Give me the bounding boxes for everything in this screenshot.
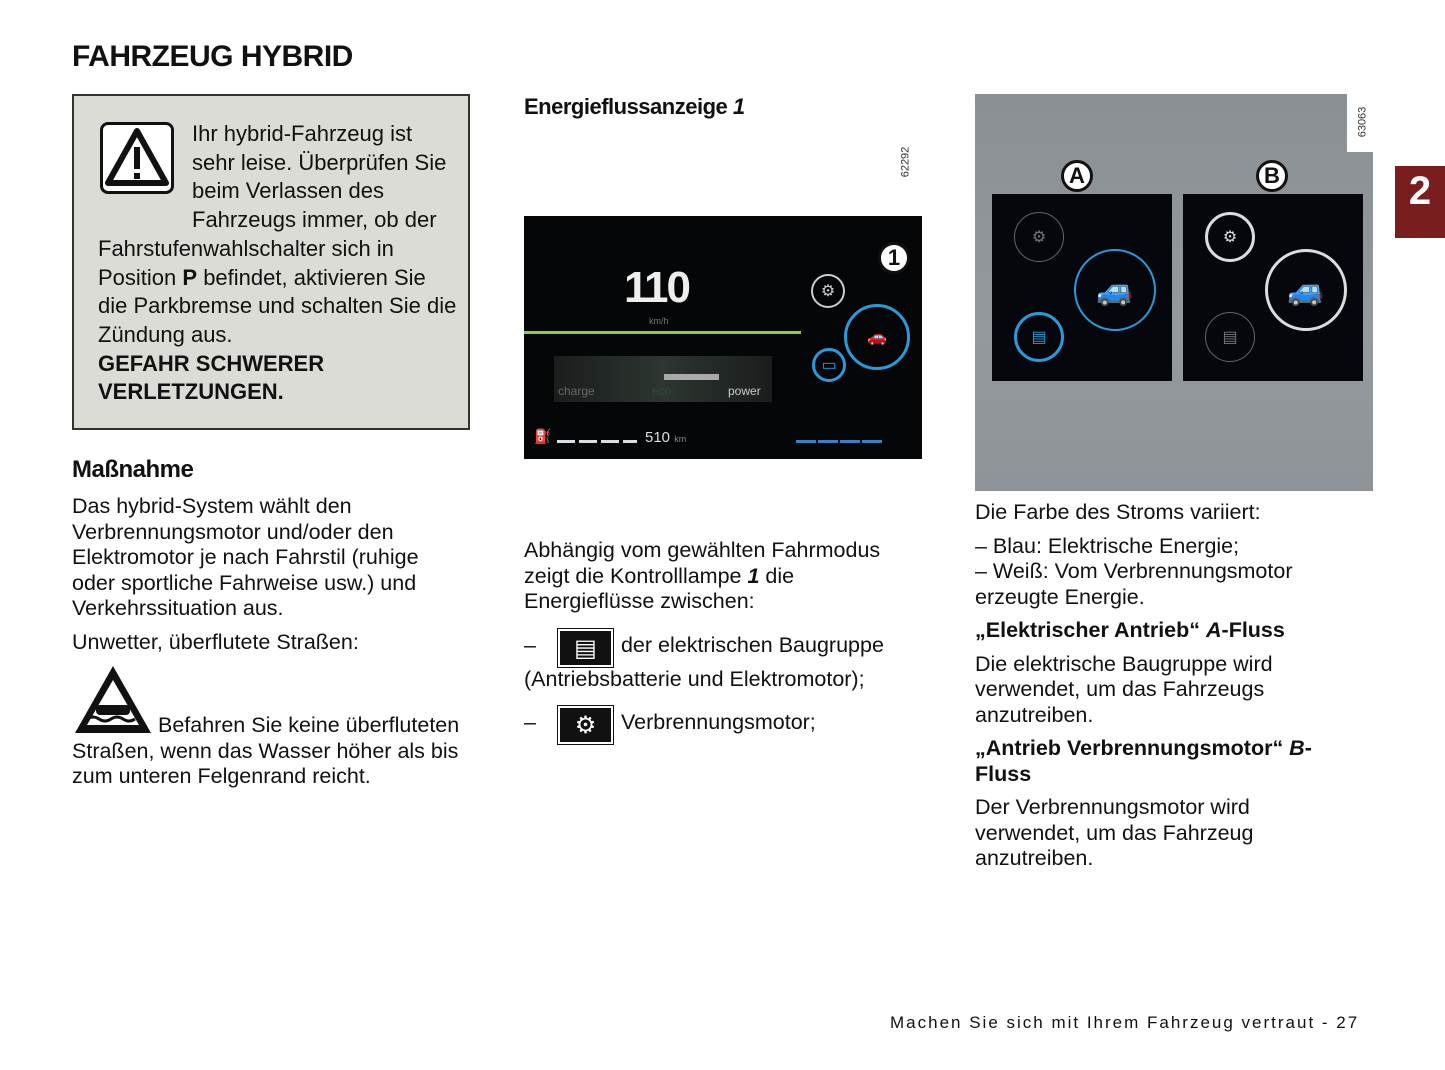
- battery-gauge: [796, 440, 882, 443]
- dashboard-image: [524, 216, 922, 459]
- flood-heading: Unwetter, überflutete Straßen:: [72, 629, 359, 654]
- range-unit: km: [674, 434, 687, 444]
- power-meter-fill: [664, 374, 719, 380]
- panel-a: [992, 194, 1172, 381]
- warning-text-2: befindet, aktivieren Sie die Parkbremse und schalten Sie die Zündung aus.: [98, 264, 457, 347]
- flood-block: [72, 663, 467, 790]
- text-a: Die elektrische Baugruppe wird verwendet, um das Fahrzeugs anzutreiben.: [975, 651, 1273, 727]
- massnahme-heading: Maßnahme: [72, 456, 194, 483]
- item-engine: Verbrennungsmotor;: [620, 710, 816, 734]
- car-icon: 🚗: [844, 304, 910, 370]
- white-item: – Weiß: Vom Verbrennungsmotor erzeugte Energie.: [975, 559, 1293, 609]
- car-icon: 🚙: [1265, 249, 1347, 331]
- label-b: B: [1256, 160, 1288, 192]
- speed-unit: km/h: [649, 316, 669, 326]
- battery-icon: ▤: [1014, 312, 1064, 362]
- heading-a: „Elektrischer Antrieb“: [975, 618, 1206, 642]
- color-intro: Die Farbe des Stroms variiert:: [975, 500, 1261, 524]
- item-electric: der elektrischen Baugruppe (Antriebsbatterie und Elektromotor);: [524, 632, 884, 691]
- car-icon: 🚙: [1074, 249, 1156, 331]
- dash: –: [524, 632, 536, 657]
- flood-warning-icon: [72, 663, 154, 735]
- middle-column: [524, 538, 919, 752]
- left-column: [72, 456, 467, 798]
- charge-label: charge: [558, 384, 595, 398]
- engine-icon: ⚙: [811, 274, 845, 308]
- heading-num: 1: [732, 94, 745, 119]
- mode-text: Abhängig vom gewählten Fahrmodus zeigt die Kontrolllampe: [524, 538, 881, 588]
- figure-id: 63063: [1356, 106, 1369, 138]
- massnahme-text: Das hybrid-System wählt den Verbrennungsmotor und/oder den Elektromotor je nach Fahrstil (ruhige oder sportliche Fahrweise usw.) und Verkehrssituation aus.: [72, 494, 419, 620]
- blue-item: – Blau: Elektrische Energie;: [975, 533, 1240, 558]
- warning-text: Ihr hybrid-Fahrzeug ist sehr leise. Überprüfen Sie beim Verlassen des Fahrzeugs immer, ob der Fahrstufenwahlschalter sich in Position: [98, 121, 447, 290]
- page-title: FAHRZEUG HYBRID: [72, 40, 353, 73]
- energy-flow-heading: Energieflussanzeige: [524, 94, 733, 119]
- fuel-icon: ⛽: [534, 428, 552, 444]
- power-label: power: [728, 384, 761, 398]
- speed: 110: [624, 263, 689, 312]
- chapter-tab: 2: [1395, 166, 1445, 238]
- right-column: [975, 500, 1360, 880]
- heading-a-suffix: -Fluss: [1221, 618, 1285, 642]
- dash: –: [524, 710, 536, 734]
- energy-flow-figure: [975, 94, 1373, 491]
- heading-b-letter: B: [1289, 736, 1305, 760]
- battery-icon: ▭: [812, 348, 846, 382]
- battery-icon: ▤: [1205, 312, 1255, 362]
- eco-label: eco: [652, 384, 672, 398]
- engine-icon: ⚙: [1205, 212, 1255, 262]
- range: 510: [645, 429, 671, 446]
- mode-num: 1: [747, 563, 760, 588]
- green-bar: [524, 331, 801, 334]
- text-b: Der Verbrennungsmotor wird verwendet, um das Fahrzeug anzutreiben.: [975, 795, 1254, 870]
- mode-text-2: die Energieflüsse zwischen:: [524, 563, 795, 613]
- heading-b: „Antrieb Verbrennungsmotor“: [975, 736, 1290, 760]
- label-a: A: [1061, 160, 1093, 192]
- fuel-gauge: [557, 440, 637, 443]
- warning-p: P: [182, 264, 198, 290]
- warning-box: [72, 94, 470, 430]
- figure-id: 62292: [899, 146, 912, 178]
- page-footer: Machen Sie sich mit Ihrem Fahrzeug vertraut - 27: [890, 1013, 1360, 1032]
- heading-a-letter: A: [1206, 618, 1222, 642]
- heading-b-suffix: -Fluss: [975, 736, 1312, 786]
- engine-icon: ⚙: [558, 706, 613, 744]
- warning-danger: GEFAHR SCHWERER VERLETZUNGEN.: [98, 350, 325, 405]
- battery-icon: ▤: [558, 629, 613, 667]
- flood-text: Befahren Sie keine überfluteten Straßen, wenn das Wasser höher als bis zum unteren Felgenrand reicht.: [72, 713, 460, 788]
- callout-1: 1: [878, 242, 910, 274]
- engine-icon: ⚙: [1014, 212, 1064, 262]
- panel-b: [1183, 194, 1363, 381]
